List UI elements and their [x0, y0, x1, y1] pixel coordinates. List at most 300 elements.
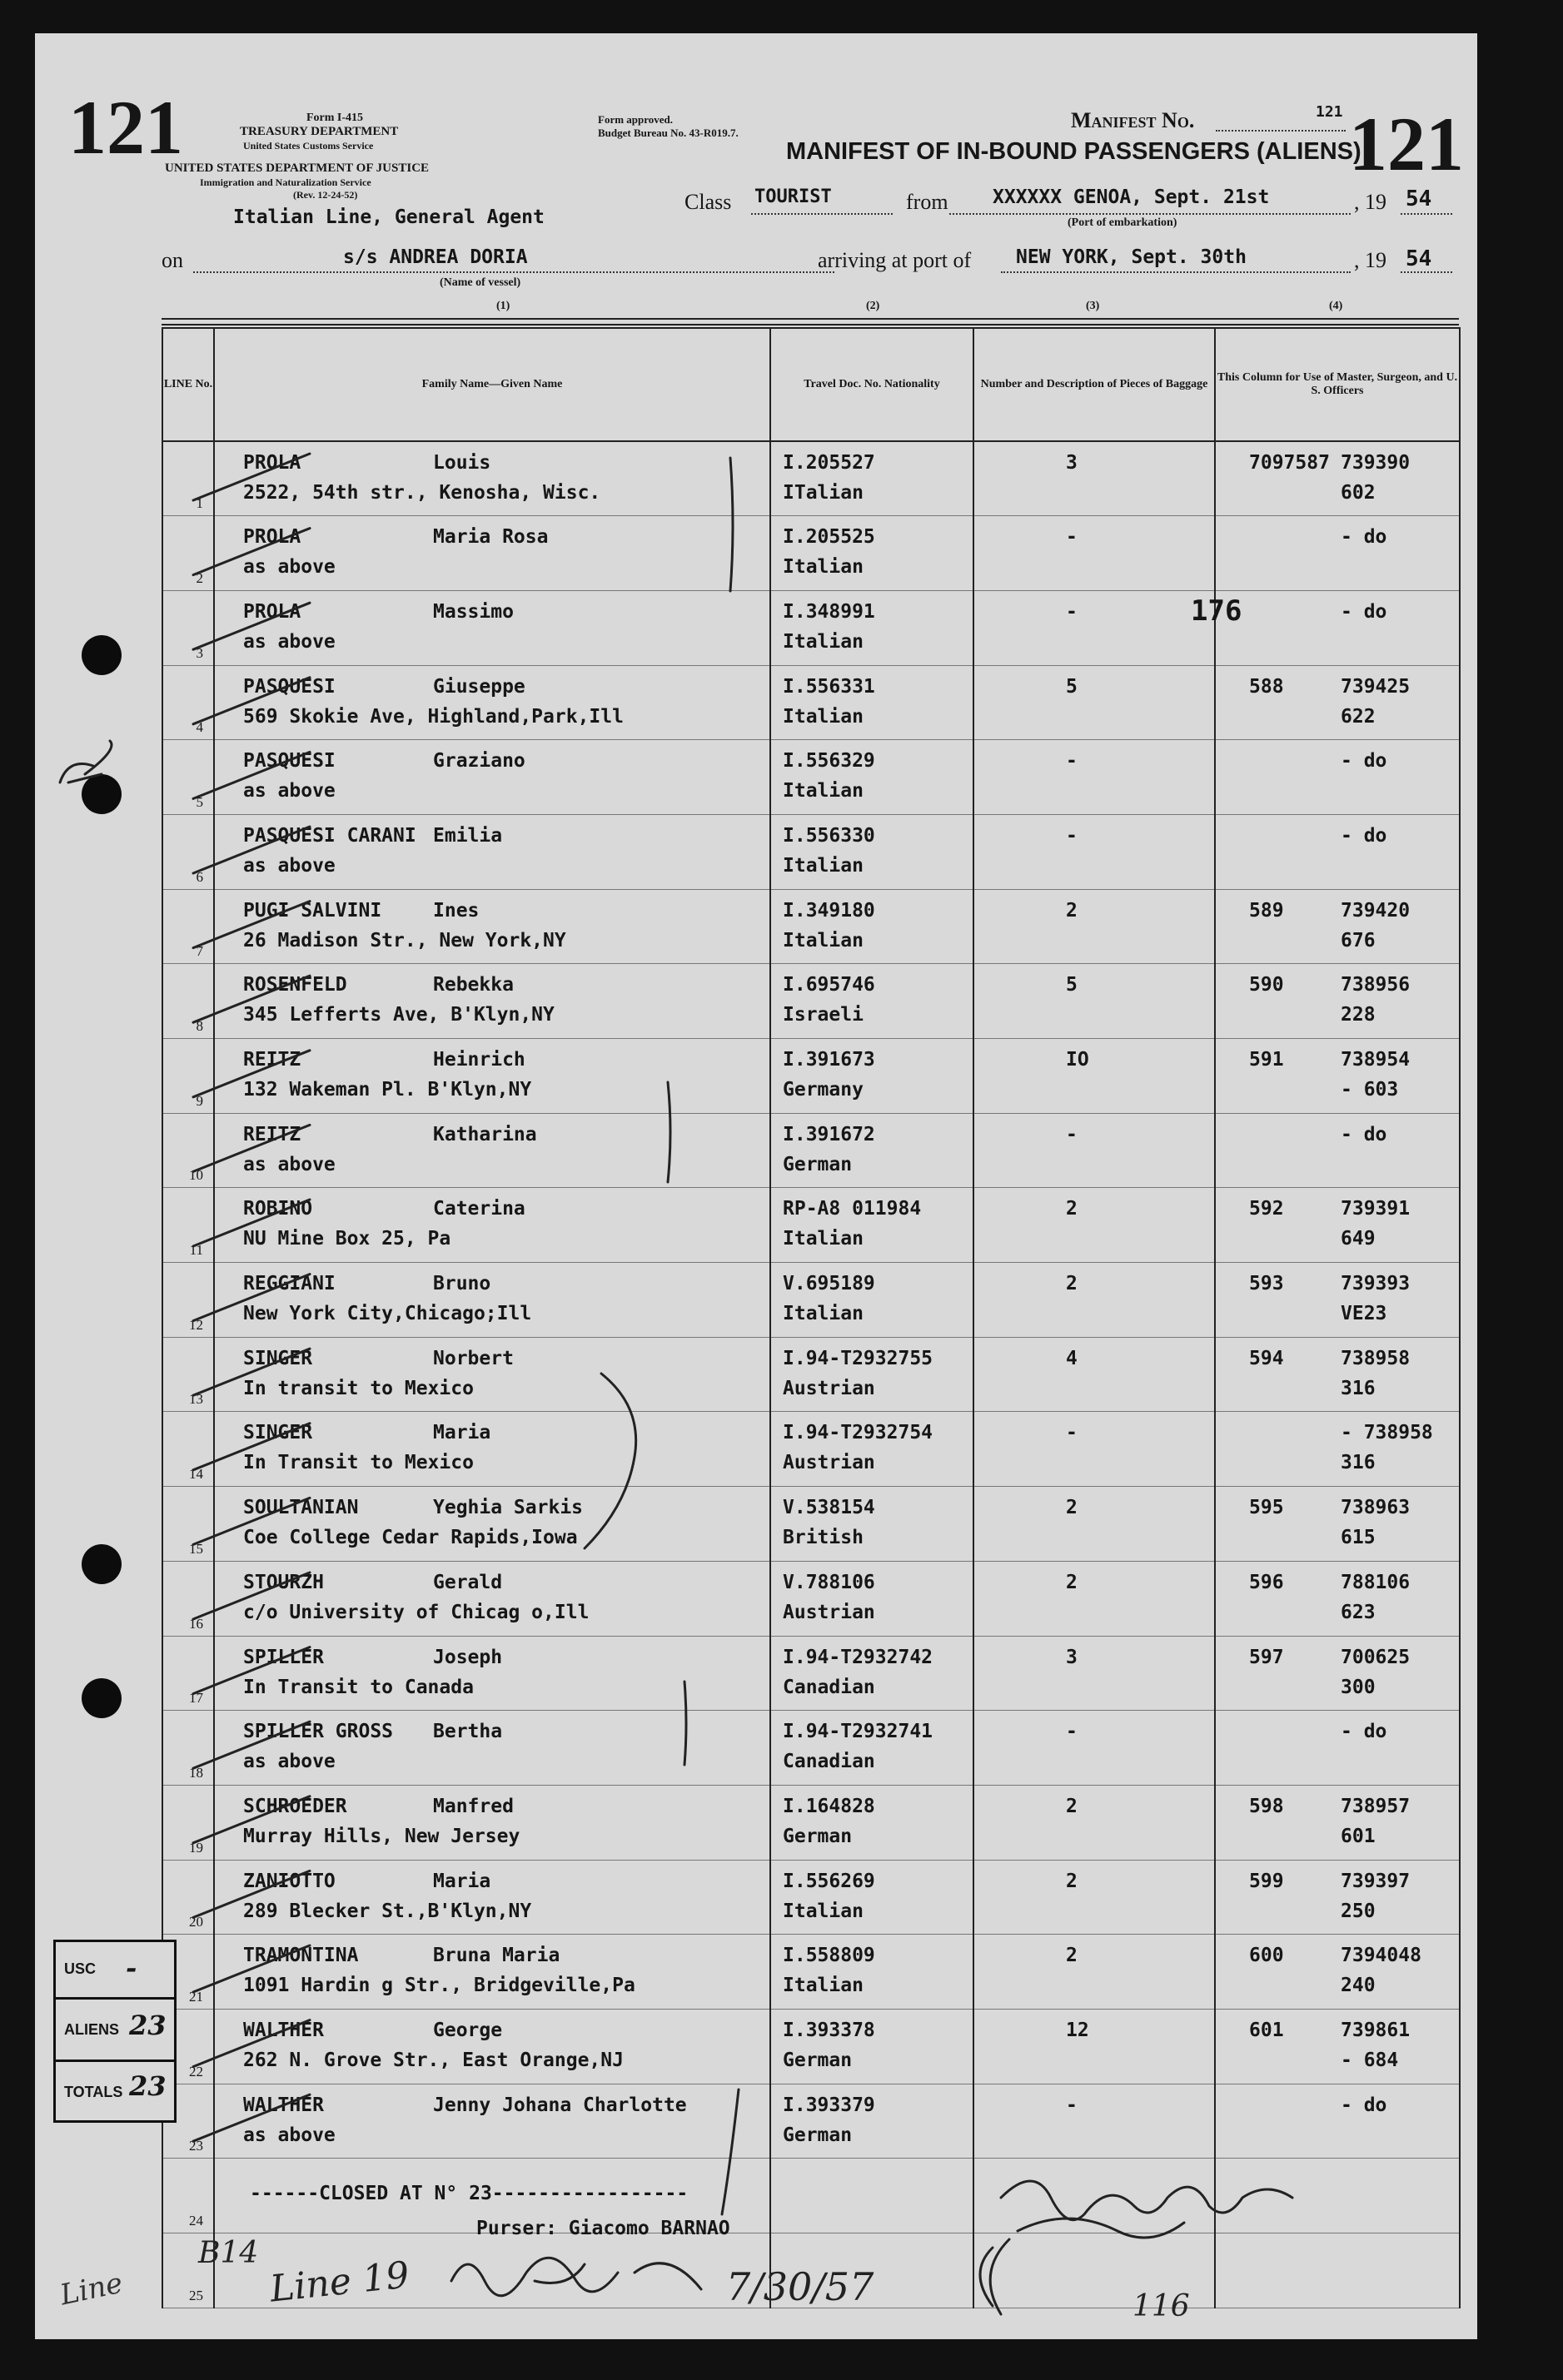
officer-note-2: 738956: [1341, 974, 1411, 996]
travel-doc-cell: [770, 2009, 973, 2084]
manifest-number-stamp-left: 121: [68, 85, 183, 170]
nationality: Italian: [783, 556, 864, 579]
manifest-number-stamp-right: 121: [1349, 102, 1464, 186]
baggage-cell: [973, 1113, 1215, 1188]
officers-cell: [1215, 2233, 1460, 2308]
travel-doc-cell: [770, 1860, 973, 1935]
col-officers: This Column for Use of Master, Surgeon, and U. S. Officers: [1215, 328, 1460, 441]
officers-cell: [1215, 1412, 1460, 1487]
travel-doc-number: V.538154: [783, 1497, 875, 1519]
officer-note-2: 739393: [1341, 1273, 1411, 1295]
purser-name: Purser: Giacomo BARNAO: [476, 2218, 730, 2239]
name-cell: [214, 1785, 770, 1860]
family-name: PUGI SALVINI: [243, 899, 382, 922]
nationality: Austrian: [783, 1377, 875, 1399]
officer-note-2: 788106: [1341, 1571, 1411, 1593]
family-name: SCHROEDER: [243, 1795, 347, 1817]
table-row: [162, 1935, 1460, 2010]
given-name: Gerald: [433, 1571, 503, 1593]
family-name: PASQUESI: [243, 675, 336, 698]
table-row: [162, 1636, 1460, 1711]
totals-label: TOTALS: [64, 2084, 123, 2100]
name-cell: [214, 1337, 770, 1412]
name-cell: [214, 1636, 770, 1711]
table-row: [162, 1113, 1460, 1188]
baggage-cell: [973, 1711, 1215, 1786]
baggage-count: 12: [1066, 2019, 1089, 2041]
address: 2522, 54th str., Kenosha, Wisc.: [243, 482, 601, 504]
given-name: Bertha: [433, 1721, 503, 1743]
family-name: REITZ: [243, 1123, 301, 1145]
travel-doc-number: I.94-T2932754: [783, 1422, 933, 1444]
family-name: ROBINO: [243, 1198, 313, 1220]
line-no-cell: [162, 1636, 214, 1711]
nationality: ITalian: [783, 482, 864, 504]
family-name: REITZ: [243, 1049, 301, 1071]
arriving-line: [1001, 271, 1351, 273]
given-name: Emilia: [433, 824, 503, 847]
officer-note-1: 597: [1249, 1646, 1284, 1668]
table-row: [162, 1263, 1460, 1338]
class-line: [751, 213, 893, 215]
officer-note-1: 601: [1249, 2019, 1284, 2041]
nationality: Austrian: [783, 1452, 875, 1474]
officer-note-2: - do: [1341, 526, 1387, 549]
manifest-no-label: Manifest No.: [1071, 108, 1195, 132]
year2-line: [1401, 271, 1452, 273]
officer-note-3: 300: [1341, 1676, 1376, 1698]
travel-doc-number: I.391673: [783, 1049, 875, 1071]
officers-cell: [1215, 1487, 1460, 1562]
name-cell: [214, 1263, 770, 1338]
manifest-title: MANIFEST OF IN-BOUND PASSENGERS (ALIENS): [786, 138, 1361, 165]
officer-note-3: 649: [1341, 1228, 1376, 1250]
arriving-label: arriving at port of: [818, 248, 972, 272]
arriving-value: NEW YORK, Sept. 30th: [1016, 246, 1247, 268]
year-prefix: , 19: [1354, 190, 1386, 214]
form-approved: Form approved.: [598, 113, 674, 126]
travel-doc-number: I.205527: [783, 452, 875, 474]
baggage-cell: [973, 1039, 1215, 1114]
line-no-cell: [162, 889, 214, 964]
baggage-count: 2: [1066, 899, 1078, 922]
department-of-justice: UNITED STATES DEPARTMENT OF JUSTICE: [165, 161, 430, 175]
family-name: SPILLER: [243, 1646, 324, 1668]
customs-service: United States Customs Service: [243, 140, 374, 152]
given-name: Ines: [433, 899, 480, 922]
table-row: [162, 1711, 1460, 1786]
officers-cell: [1215, 889, 1460, 964]
family-name: PASQUESI: [243, 750, 336, 773]
given-name: Manfred: [433, 1795, 514, 1817]
nationality: Italian: [783, 780, 864, 802]
punch-hole: [82, 774, 122, 814]
handwritten-date: 7/30/57: [726, 2264, 874, 2309]
line-no-cell: [162, 1785, 214, 1860]
name-cell: [214, 441, 770, 516]
baggage-count: -: [1066, 750, 1078, 773]
address: 569 Skokie Ave, Highland,Park,Ill: [243, 705, 624, 728]
table-row: [162, 1785, 1460, 1860]
travel-doc-number: I.205525: [783, 526, 875, 549]
col-name: Family Name—Given Name: [214, 328, 770, 441]
travel-doc-cell: [770, 1188, 973, 1263]
travel-doc-cell: [770, 2159, 973, 2233]
baggage-count: 2: [1066, 1870, 1078, 1892]
travel-doc-cell: [770, 814, 973, 889]
officer-note-2: - do: [1341, 2094, 1387, 2116]
given-name: Massimo: [433, 600, 514, 623]
officer-note-3: 228: [1341, 1004, 1376, 1026]
family-name: REGGIANI: [243, 1273, 336, 1295]
port-caption: (Port of embarkation): [1068, 216, 1177, 229]
family-name: TRAMONTINA: [243, 1945, 359, 1967]
family-name: PROLA: [243, 526, 301, 549]
nationality: German: [783, 2124, 853, 2146]
baggage-cell: [973, 1935, 1215, 2010]
given-name: Maria: [433, 1870, 491, 1892]
officer-note-2: 739391: [1341, 1198, 1411, 1220]
travel-doc-number: I.349180: [783, 899, 875, 922]
vessel-value: s/s ANDREA DORIA: [343, 246, 528, 268]
officers-cell: [1215, 814, 1460, 889]
column-number-4: (4): [1329, 300, 1343, 312]
officers-cell: [1215, 1785, 1460, 1860]
travel-doc-cell: [770, 1785, 973, 1860]
officers-cell: [1215, 1188, 1460, 1263]
name-cell: [214, 2084, 770, 2159]
officer-note-2: - do: [1341, 1721, 1387, 1743]
officer-note-1: 599: [1249, 1870, 1284, 1892]
given-name: Yeghia Sarkis: [433, 1497, 584, 1519]
year-value: 54: [1406, 186, 1432, 211]
baggage-cell: [973, 2009, 1215, 2084]
line-number: 13: [189, 1391, 203, 1408]
officer-note-1: 589: [1249, 899, 1284, 922]
line-number: 19: [189, 1839, 203, 1856]
baggage-cell: [973, 1263, 1215, 1338]
line-no-cell: [162, 1263, 214, 1338]
officers-cell: [1215, 1860, 1460, 1935]
nationality: Canadian: [783, 1751, 875, 1773]
class-label: Class: [684, 190, 732, 214]
baggage-cell: [973, 1561, 1215, 1636]
year2-prefix: , 19: [1354, 248, 1386, 272]
officer-note-2: 739425: [1341, 675, 1411, 698]
baggage-count: 3: [1066, 452, 1078, 474]
baggage-cell: [973, 590, 1215, 665]
nationality: Italian: [783, 705, 864, 728]
address: In transit to Mexico: [243, 1377, 474, 1399]
manifest-no-line: [1216, 130, 1346, 132]
baggage-cell: [973, 441, 1215, 516]
handwritten-line-19: Line 19: [267, 2253, 411, 2311]
address: as above: [243, 780, 336, 802]
officer-note-3: 602: [1341, 482, 1376, 504]
line-number: 12: [189, 1316, 203, 1333]
officers-cell: [1215, 441, 1460, 516]
baggage-cell: [973, 1412, 1215, 1487]
nationality: German: [783, 1153, 853, 1175]
travel-doc-cell: [770, 441, 973, 516]
baggage-cell: [973, 665, 1215, 740]
name-cell: [214, 1113, 770, 1188]
punch-hole: [82, 635, 122, 675]
officer-note-3: - 603: [1341, 1079, 1399, 1101]
given-name: Bruna Maria: [433, 1945, 560, 1967]
table-row: [162, 1412, 1460, 1487]
line-no-cell: [162, 1412, 214, 1487]
baggage-cell: [973, 2159, 1215, 2233]
travel-doc-cell: [770, 1113, 973, 1188]
family-name: SPILLER GROSS: [243, 1721, 394, 1743]
name-cell: [214, 1711, 770, 1786]
column-number-3: (3): [1086, 300, 1100, 312]
vessel-line: [193, 271, 834, 273]
travel-doc-number: I.695746: [783, 974, 875, 996]
officer-note-1: 590: [1249, 974, 1284, 996]
name-cell: [214, 1561, 770, 1636]
officer-note-3: 676: [1341, 929, 1376, 952]
baggage-cell: [973, 1188, 1215, 1263]
officer-note-2: 739420: [1341, 899, 1411, 922]
nationality: Italian: [783, 929, 864, 952]
baggage-count: -: [1066, 1123, 1078, 1145]
passenger-table: [162, 327, 1461, 2311]
line-no-cell: [162, 441, 214, 516]
address: Coe College Cedar Rapids,Iowa: [243, 1527, 578, 1549]
name-cell: [214, 1039, 770, 1114]
travel-doc-number: I.94-T2932755: [783, 1347, 933, 1369]
travel-doc-cell: [770, 1711, 973, 1786]
aliens-label: ALIENS: [64, 2021, 120, 2038]
line-number: 1: [196, 495, 203, 512]
officer-note-2: 739390: [1341, 452, 1411, 474]
officer-note-3: 622: [1341, 705, 1376, 728]
address: as above: [243, 854, 336, 877]
nationality: British: [783, 1527, 864, 1549]
given-name: Heinrich: [433, 1049, 525, 1071]
line-no-cell: [162, 665, 214, 740]
officers-cell: [1215, 1337, 1460, 1412]
officer-note-1: 595: [1249, 1497, 1284, 1519]
family-name: PROLA: [243, 452, 301, 474]
line-no-cell: [162, 1711, 214, 1786]
table-row: [162, 1860, 1460, 1935]
travel-doc-cell: [770, 1935, 973, 2010]
table-row: [162, 1337, 1460, 1412]
nationality: Italian: [783, 1228, 864, 1250]
baggage-cell: [973, 2084, 1215, 2159]
table-row: [162, 889, 1460, 964]
travel-doc-cell: [770, 964, 973, 1039]
nationality: Italian: [783, 630, 864, 653]
class-value: TOURIST: [754, 186, 832, 207]
line-no-cell: [162, 1337, 214, 1412]
nationality: Italian: [783, 1900, 864, 1922]
line-no-cell: [162, 516, 214, 591]
line-number: 25: [189, 2288, 203, 2303]
col-travel-doc: Travel Doc. No. Nationality: [770, 328, 973, 441]
address: 26 Madison Str., New York,NY: [243, 929, 566, 952]
travel-doc-number: V.695189: [783, 1273, 875, 1295]
name-cell: [214, 740, 770, 815]
nationality: Israeli: [783, 1004, 864, 1026]
officer-note-3: - 684: [1341, 2049, 1399, 2071]
tally-box: [53, 1940, 177, 2123]
address: In Transit to Mexico: [243, 1452, 474, 1474]
officer-note-1: 591: [1249, 1049, 1284, 1071]
officers-cell: [1215, 516, 1460, 591]
table-row: [162, 2009, 1460, 2084]
table-row: [162, 1188, 1460, 1263]
officer-note-1: 176: [1191, 594, 1242, 628]
address: NU Mine Box 25, Pa: [243, 1228, 451, 1250]
travel-doc-cell: [770, 1412, 973, 1487]
nationality: Austrian: [783, 1601, 875, 1623]
given-name: Graziano: [433, 750, 525, 773]
line-number: 18: [189, 1764, 203, 1781]
table-row: [162, 1039, 1460, 1114]
officer-note-2: 738954: [1341, 1049, 1411, 1071]
travel-doc-cell: [770, 740, 973, 815]
general-agent: Italian Line, General Agent: [233, 206, 545, 228]
line-no-cell: [162, 590, 214, 665]
table-row: [162, 964, 1460, 1039]
given-name: George: [433, 2019, 503, 2041]
line-no-cell: [162, 964, 214, 1039]
officers-cell: [1215, 964, 1460, 1039]
treasury-department: TREASURY DEPARTMENT: [240, 125, 399, 138]
double-rule: [162, 318, 1459, 325]
address: 1091 Hardin g Str., Bridgeville,Pa: [243, 1975, 635, 1997]
family-name: ZANIOTTO: [243, 1870, 336, 1892]
name-cell: [214, 889, 770, 964]
address: as above: [243, 630, 336, 653]
line-number: 2: [196, 569, 203, 586]
officer-note-3: 601: [1341, 1825, 1376, 1847]
officer-note-1: 598: [1249, 1795, 1284, 1817]
officers-cell: [1215, 2009, 1460, 2084]
officer-note-3: VE23: [1341, 1303, 1387, 1325]
line-number: 3: [196, 644, 203, 661]
baggage-count: 4: [1066, 1347, 1078, 1369]
officers-cell: [1215, 1935, 1460, 2010]
given-name: Jenny Johana Charlotte: [433, 2094, 687, 2116]
year2-value: 54: [1406, 246, 1432, 271]
travel-doc-cell: [770, 889, 973, 964]
officers-cell: [1215, 1113, 1460, 1188]
table-row: [162, 590, 1460, 665]
name-cell: [214, 516, 770, 591]
officer-note-1: 593: [1249, 1273, 1284, 1295]
address: 262 N. Grove Str., East Orange,NJ: [243, 2049, 624, 2071]
family-name: STOURZH: [243, 1571, 324, 1593]
manifest-no-value: 121: [1316, 103, 1343, 121]
travel-doc-number: I.393378: [783, 2019, 875, 2041]
line-number: 17: [189, 1690, 203, 1707]
line-no-cell: [162, 1113, 214, 1188]
travel-doc-number: I.94-T2932742: [783, 1646, 933, 1668]
travel-doc-cell: [770, 1561, 973, 1636]
baggage-count: IO: [1066, 1049, 1089, 1071]
line-number: 7: [196, 943, 203, 960]
line-number: 11: [189, 1242, 203, 1259]
nationality: Germany: [783, 1079, 864, 1101]
family-name: PROLA: [243, 600, 301, 623]
officer-note-2: - do: [1341, 750, 1387, 773]
travel-doc-cell: [770, 590, 973, 665]
aliens-value: 23: [129, 2010, 167, 2041]
from-label: from: [906, 190, 948, 214]
punch-hole: [82, 1678, 122, 1718]
officer-note-2: - do: [1341, 824, 1387, 847]
baggage-count: -: [1066, 1721, 1078, 1743]
revision: (Rev. 12-24-52): [293, 189, 358, 201]
year-line: [1401, 213, 1452, 215]
table-row: [162, 1561, 1460, 1636]
closed-at: ------CLOSED AT N° 23-----------------: [250, 2183, 689, 2204]
travel-doc-number: RP-A8 011984: [783, 1198, 922, 1220]
officer-note-2: 738958: [1341, 1347, 1411, 1369]
line-no-cell: [162, 740, 214, 815]
baggage-cell: [973, 740, 1215, 815]
address: c/o University of Chicag o,Ill: [243, 1601, 590, 1623]
handwritten-b14: B14: [198, 2236, 259, 2270]
officer-note-1: 7097587: [1249, 452, 1330, 474]
baggage-count: 5: [1066, 974, 1078, 996]
line-no-cell: [162, 1487, 214, 1562]
table-row: [162, 2084, 1460, 2159]
family-name: SOULTANIAN: [243, 1497, 359, 1519]
name-cell: [214, 1487, 770, 1562]
travel-doc-number: I.393379: [783, 2094, 875, 2116]
baggage-cell: [973, 889, 1215, 964]
totals-value: 23: [129, 2070, 167, 2102]
baggage-count: 2: [1066, 1497, 1078, 1519]
line-no-cell: [162, 1039, 214, 1114]
baggage-count: -: [1066, 824, 1078, 847]
address: New York City,Chicago;Ill: [243, 1303, 532, 1325]
family-name: SINGER: [243, 1347, 313, 1369]
officer-note-1: 594: [1249, 1347, 1284, 1369]
line-number: 22: [189, 2063, 203, 2079]
line-number: 23: [189, 2138, 203, 2154]
given-name: Bruno: [433, 1273, 491, 1295]
officer-note-3: 623: [1341, 1601, 1376, 1623]
baggage-count: 2: [1066, 1795, 1078, 1817]
nationality: German: [783, 2049, 853, 2071]
baggage-cell: [973, 1785, 1215, 1860]
line-number: 4: [196, 719, 203, 736]
baggage-count: -: [1066, 600, 1078, 623]
given-name: Giuseppe: [433, 675, 525, 698]
officer-note-3: 250: [1341, 1900, 1376, 1922]
baggage-cell: [973, 1636, 1215, 1711]
baggage-count: 2: [1066, 1198, 1078, 1220]
travel-doc-number: I.558809: [783, 1945, 875, 1967]
baggage-cell: [973, 1337, 1215, 1412]
baggage-cell: [973, 1860, 1215, 1935]
officer-note-2: 739397: [1341, 1870, 1411, 1892]
ins-service: Immigration and Naturalization Service: [200, 176, 371, 188]
travel-doc-cell: [770, 665, 973, 740]
given-name: Louis: [433, 452, 491, 474]
line-number: 10: [189, 1167, 203, 1184]
table-row: [162, 814, 1460, 889]
punch-hole: [82, 1544, 122, 1584]
line-number: 14: [189, 1466, 203, 1483]
